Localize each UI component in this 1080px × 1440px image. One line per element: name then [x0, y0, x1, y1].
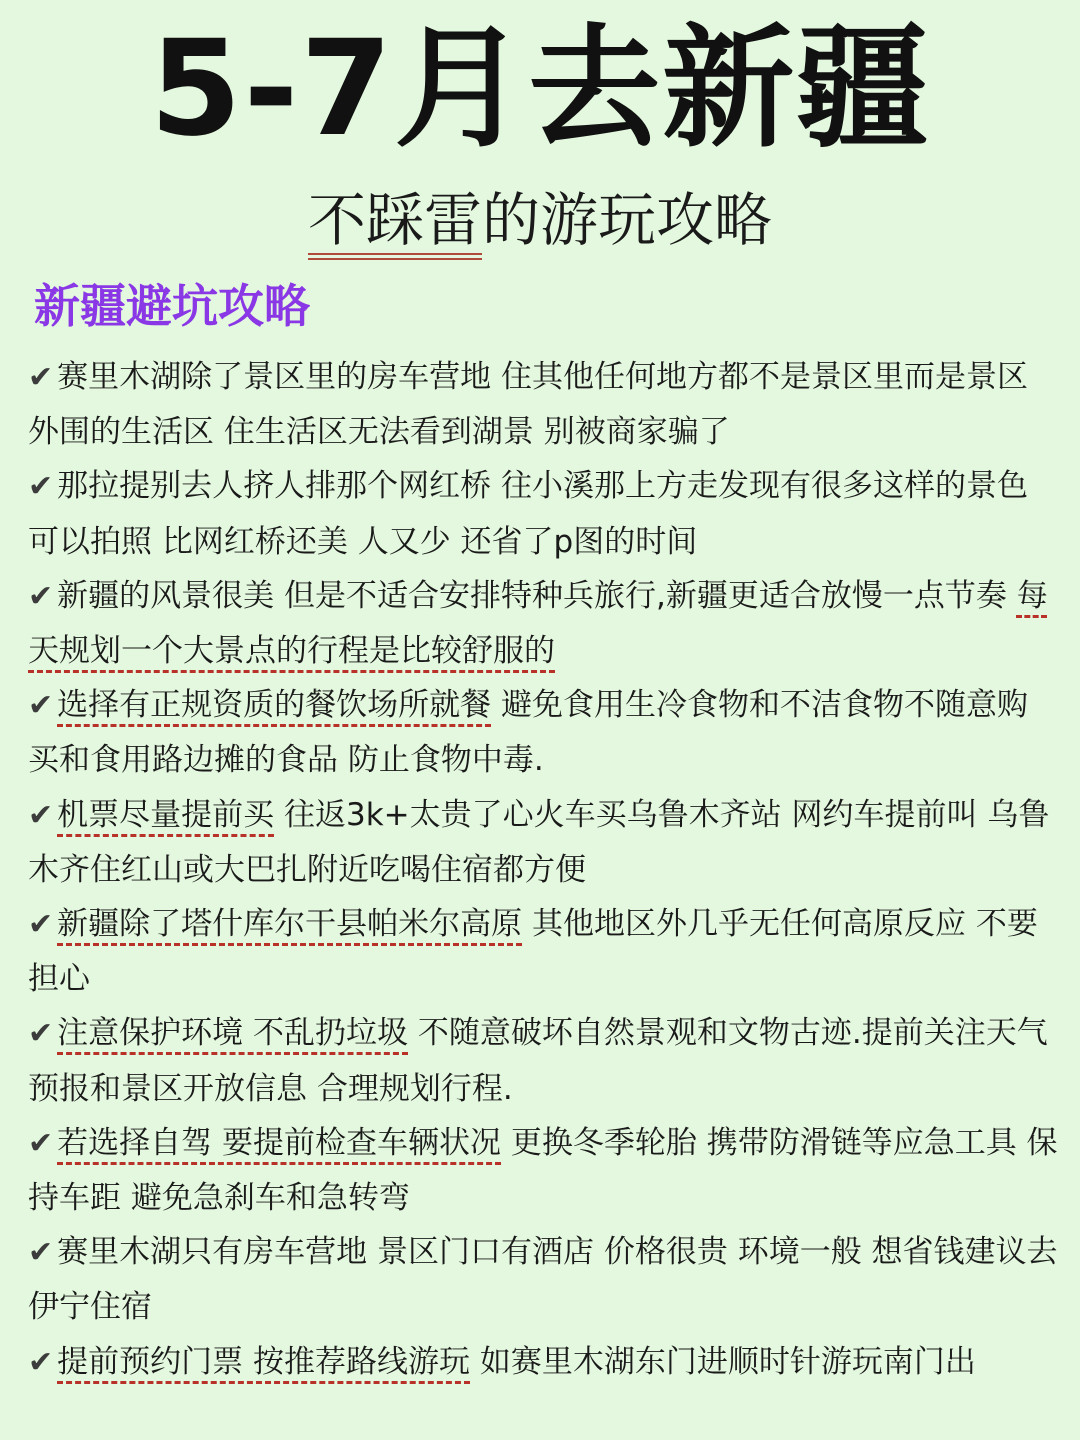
tip-highlight: 选择有正规资质的餐饮场所就餐 [57, 687, 492, 724]
tip-text: 如赛里木湖东门进顺时针游玩南门出 [470, 1343, 976, 1380]
tip-item [28, 897, 1058, 1006]
checkmark-icon: ✔ [28, 1016, 54, 1052]
tip-item [28, 569, 1058, 678]
tip-text: 往返3k+太贵了心火车买乌鲁木齐站 网约车提前叫 乌鲁木齐住红山或大巴扎附近吃喝住宿都方便 [28, 796, 1050, 888]
tip-highlight: 提前预约门票 按推荐路线游玩 [57, 1343, 470, 1380]
tip-item [28, 1006, 1058, 1115]
tip-highlight: 若选择自驾 要提前检查车辆状况 [57, 1124, 501, 1161]
subtitle [308, 184, 772, 256]
checkmark-icon: ✔ [28, 469, 54, 505]
checkmark-icon: ✔ [28, 360, 54, 395]
checkmark-icon: ✔ [28, 797, 54, 833]
tip-item [28, 788, 1058, 897]
checkmark-icon: ✔ [28, 688, 54, 724]
tips-list [28, 350, 1058, 1390]
checkmark-icon: ✔ [28, 1344, 54, 1380]
tip-highlight-after: 每天规划一个大景点的行程是比较舒服的 [28, 577, 1048, 670]
tip-item [28, 1335, 1058, 1390]
checkmark-icon: ✔ [28, 578, 54, 614]
subtitle-underlined: 不踩雷 [307, 186, 482, 254]
subtitle-rest: 的游玩攻略 [482, 186, 773, 254]
tip-text: 赛里木湖只有房车营地 景区门口有酒店 价格很贵 环境一般 想省钱建议去伊宁住宿 [28, 1234, 1058, 1326]
tip-item [28, 1225, 1058, 1334]
tip-item [28, 678, 1058, 787]
tip-text: 新疆的风景很美 但是不适合安排特种兵旅行,新疆更适合放慢一点节奏 [57, 577, 1017, 614]
tip-text: 其他地区外几乎无任何高原反应 不要担心 [28, 906, 1038, 998]
tip-item [28, 459, 1058, 568]
tip-highlight: 注意保护环境 不乱扔垃圾 [57, 1015, 408, 1052]
section-title: 新疆避坑攻略 [34, 279, 310, 333]
tip-item [28, 350, 1058, 459]
tip-item [28, 1116, 1058, 1225]
checkmark-icon: ✔ [28, 1235, 54, 1271]
checkmark-icon: ✔ [28, 1125, 54, 1161]
main-title: 5-7月去新疆 [149, 12, 931, 166]
tip-text: 避免食用生冷食物和不洁食物不随意购买和食用路边摊的食品 防止食物中毒. [28, 687, 1028, 779]
tip-text: 那拉提别去人挤人排那个网红桥 往小溪那上方走发现有很多这样的景色可以拍照 比网红桥还美 人又少 还省了p图的时间 [28, 468, 1028, 560]
subtitle-wrap [0, 184, 1080, 256]
tip-highlight: 新疆除了塔什库尔干县帕米尔高原 [57, 906, 523, 943]
checkmark-icon: ✔ [28, 907, 54, 943]
tip-text: 不随意破坏自然景观和文物古迹.提前关注天气预报和景区开放信息 合理规划行程. [28, 1015, 1048, 1107]
tip-text: 赛里木湖除了景区里的房车营地 住其他任何地方都不是景区里而是景区外围的生活区 住生活区无法看到湖景 别被商家骗了 [28, 359, 1028, 451]
tip-text: 更换冬季轮胎 携带防滑链等应急工具 保持车距 避免急刹车和急转弯 [28, 1124, 1058, 1217]
tip-highlight: 机票尽量提前买 [57, 796, 275, 833]
